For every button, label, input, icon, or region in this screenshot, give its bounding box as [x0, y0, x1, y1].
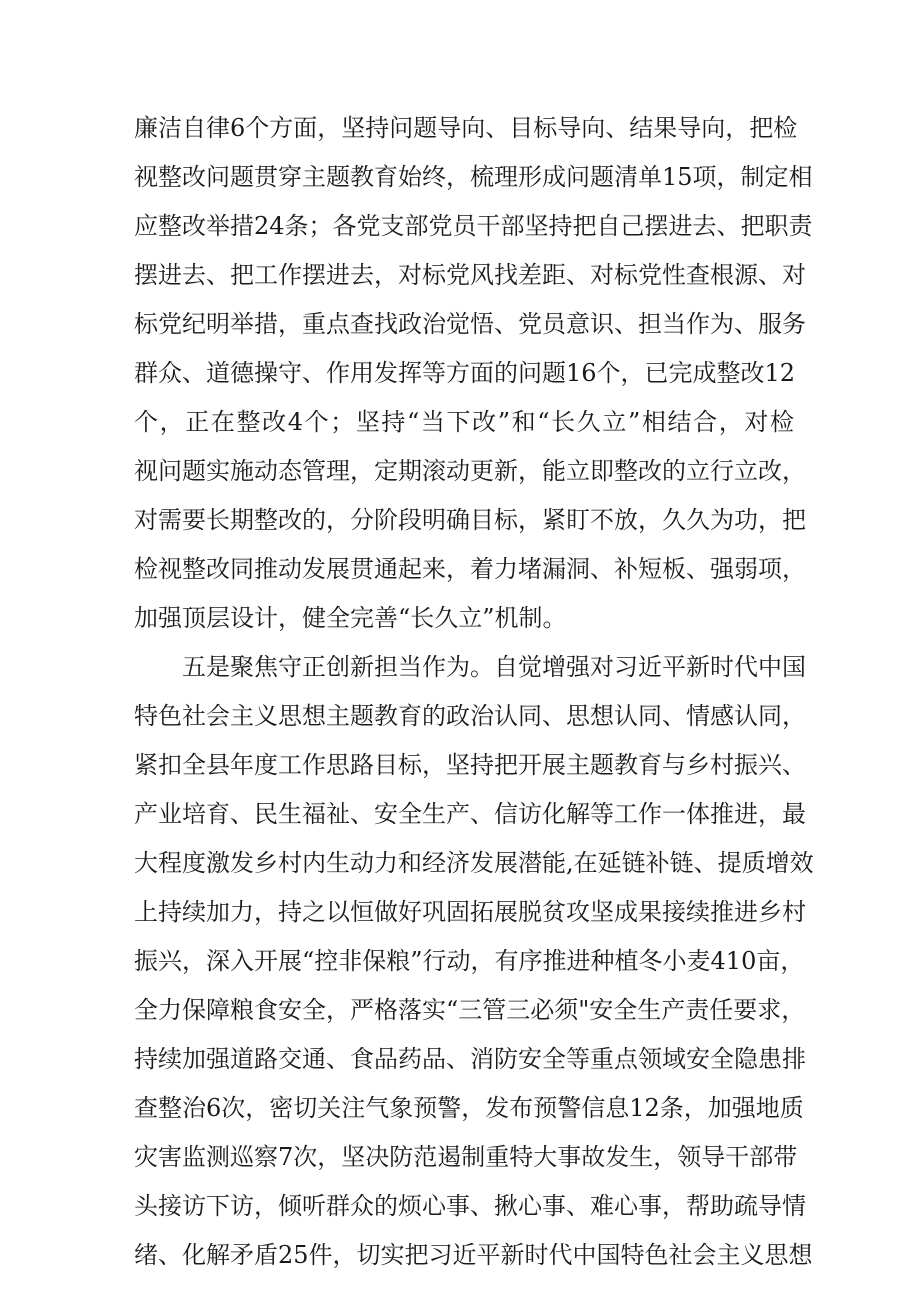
text-line: 特色社会主义思想主题教育的政治认同、思想认同、情感认同， [134, 702, 806, 730]
text-line: 检视整改同推动发展贯通起来，着力堵漏洞、补短板、强弱项， [134, 555, 806, 583]
paragraph-heading-line: 五是聚焦守正创新担当作为。自觉增强对习近平新时代中国 [182, 653, 806, 681]
text-line: 视整改问题贯穿主题教育始终，梳理形成问题清单15项，制定相 [134, 163, 813, 191]
text-line: 个，正在整改4个；坚持“当下改”和“长久立”相结合，对检 [134, 408, 794, 436]
text-line: 视问题实施动态管理，定期滚动更新，能立即整改的立行立改， [134, 457, 806, 485]
text-line: 对需要长期整改的，分阶段明确目标，紧盯不放，久久为功，把 [134, 506, 806, 534]
text-line: 紧扣全县年度工作思路目标，坚持把开展主题教育与乡村振兴、 [134, 751, 806, 779]
text-line: 灾害监测巡察7次，坚决防范遏制重特大事故发生，领导干部带 [134, 1143, 798, 1171]
text-line: 标党纪明举措，重点查找政治觉悟、党员意识、担当作为、服务 [134, 310, 806, 338]
text-line: 全力保障粮食安全，严格落实“三管三必须"安全生产责任要求， [134, 996, 806, 1024]
text-line: 振兴，深入开展“控非保粮”行动，有序推进种植冬小麦410亩， [134, 947, 805, 975]
text-line: 头接访下访，倾听群众的烦心事、揪心事、难心事，帮助疏导情 [134, 1192, 806, 1220]
text-line: 绪、化解矛盾25件，切实把习近平新时代中国特色社会主义思想 [134, 1241, 813, 1269]
text-line: 持续加强道路交通、食品药品、消防安全等重点领域安全隐患排 [134, 1045, 806, 1073]
text-line: 上持续加力，持之以恒做好巩固拓展脱贫攻坚成果接续推进乡村 [134, 898, 806, 926]
text-line: 摆进去、把工作摆进去，对标党风找差距、对标党性查根源、对 [134, 261, 806, 289]
text-line: 大程度激发乡村内生动力和经济发展潜能,在延链补链、提质增效 [134, 849, 814, 877]
text-line: 廉洁自律6个方面，坚持问题导向、目标导向、结果导向，把检 [134, 114, 798, 142]
text-line: 加强顶层设计，健全完善“长久立”机制。 [134, 604, 567, 632]
text-line: 查整治6次，密切关注气象预警，发布预警信息12条，加强地质 [134, 1094, 804, 1122]
text-line: 群众、道德操守、作用发挥等方面的问题16个，已完成整改12 [134, 359, 796, 387]
text-line: 产业培育、民生福祉、安全生产、信访化解等工作一体推进，最 [134, 800, 806, 828]
text-line: 应整改举措24条；各党支部党员干部坚持把自己摆进去、把职责 [134, 212, 813, 240]
